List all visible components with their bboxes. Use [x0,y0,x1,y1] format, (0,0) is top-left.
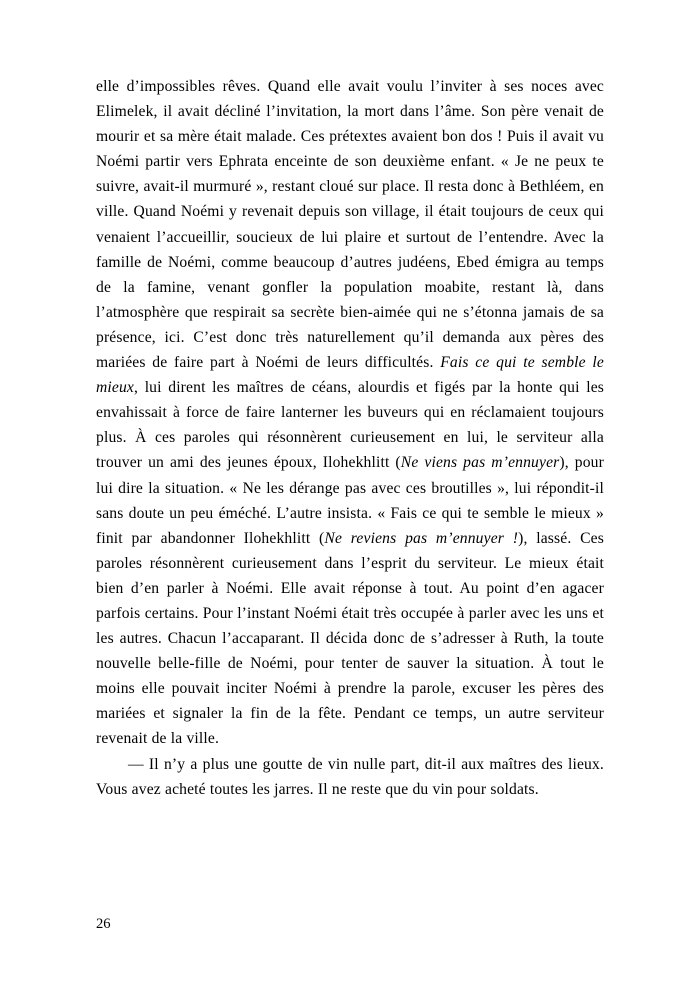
body-paragraph [96,74,604,752]
emphasis-text: Ne viens pas m’ennuyer [400,454,560,472]
body-text: , lui dirent les maîtres de céans, alourdis et figés par la honte qui les envahissait à force de faire lanterner les buveurs qui en réclamaient toujours plus. À ces paroles qui résonnèrent curieusement en lui, le serviteur alla trouver un ami des jeunes époux, Ilohekhlitt ( [96,379,604,472]
body-text: — Il n’y a plus une goutte de vin nulle part, dit-il aux maîtres des lieux. Vous avez acheté toutes les jarres. Il ne reste que du vin pour soldats. [96,755,604,798]
emphasis-text: Fais ce qui te semble le mieux [96,354,604,397]
body-text: elle d’impossibles rêves. Quand elle avait voulu l’inviter à ses noces avec Elimelek, il avait décliné l’invitation, la mort dans l’âme. Son père venait de mourir et sa mère était malade. Ces prétextes avaient bon dos ! Puis il avait vu Noémi partir vers Ephrata enceinte de son deuxième enfant. « Je ne peux te suivre, avait-il murmuré », restant cloué sur place. Il resta donc à Bethléem, en ville. Quand Noémi y revenait depuis son village, il était toujours de ceux qui venaient l’accueillir, soucieux de lui plaire et surtout de l’entendre. Avec la famille de Noémi, comme beaucoup d’autres judéens, Ebed émigra au temps de la famine, venant gonfler la population moabite, restant là, dans l’atmosphère que respirait sa secrète bien-aimée qui ne s’étonna jamais de sa présence, ici. C’est donc très naturellement qu’il demanda aux pères des mariées de faire part à Noémi de leurs difficultés. [96,78,604,372]
body-paragraph [96,752,604,802]
emphasis-text: Ne reviens pas m’ennuyer ! [324,529,519,547]
body-text: ), lassé. Ces paroles résonnèrent curieusement dans l’esprit du serviteur. Le mieux était bien d’en parler à Noémi. Elle avait réponse à tout. Au point d’en agacer parfois certains. Pour l’instant Noémi était très occupée à parler avec les uns et les autres. Chacun l’accaparant. Il décida donc de s’adresser à Ruth, la toute nouvelle belle-fille de Noémi, pour tenter de sauver la situation. À tout le moins elle pouvait inciter Noémi à prendre la parole, excuser les pères des mariées et signaler la fin de la fête. Pendant ce temps, un autre serviteur revenait de la ville. [96,529,604,748]
page-text-block [96,74,604,802]
page-number: 26 [96,916,111,932]
body-text: ), pour lui dire la situation. « Ne les dérange pas avec ces broutilles », lui répondit-il sans doute un peu éméché. L’autre insista. « Fais ce qui te semble le mieux » finit par abandonner Ilohekhlitt ( [96,454,604,547]
